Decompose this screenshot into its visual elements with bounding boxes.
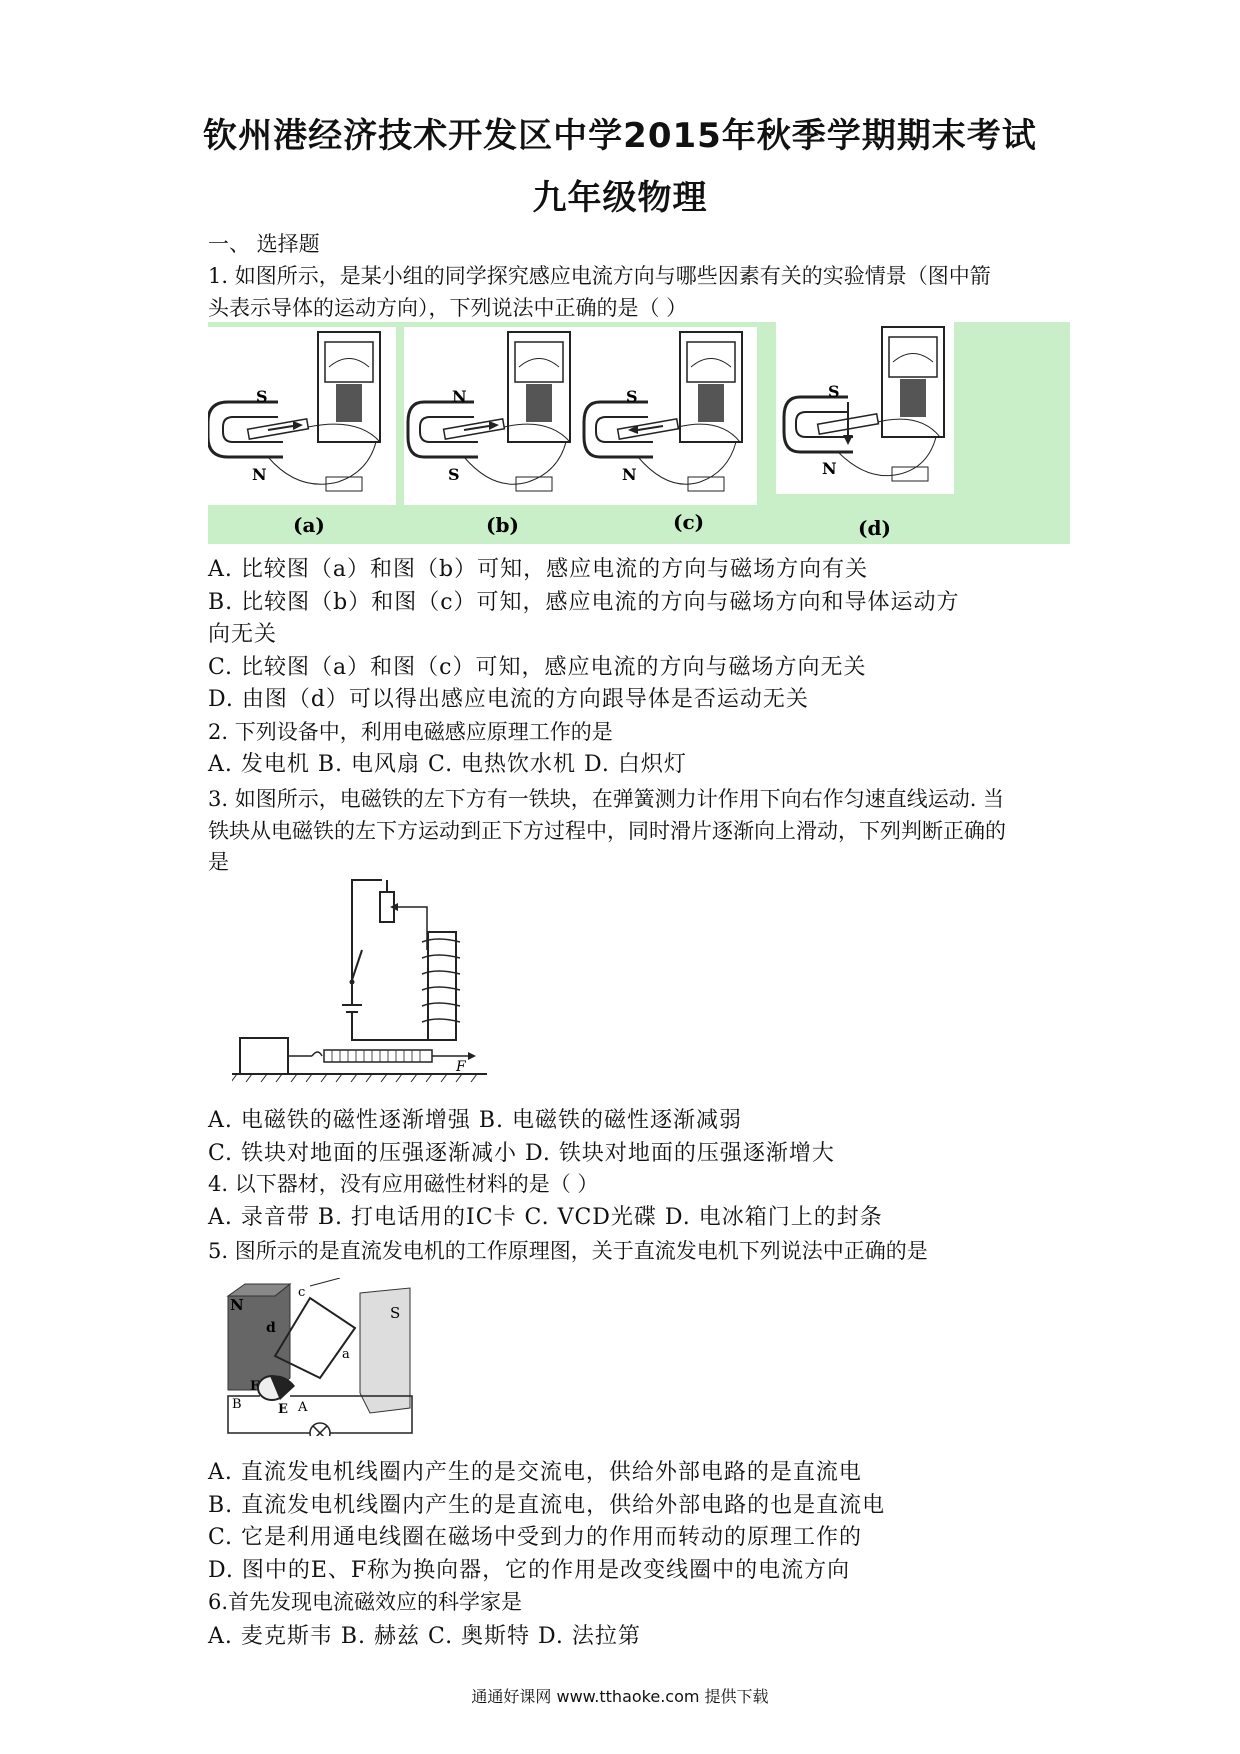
q5-letter-f: F: [250, 1379, 260, 1394]
q5-figure-svg: [220, 1278, 420, 1436]
q5-letter-b: B: [232, 1397, 242, 1412]
q5-option-b: B. 直流发电机线圈内产生的是直流电，供给外部电路的也是直流电: [208, 1493, 886, 1518]
q3-stem-line2: 铁块从电磁铁的左下方运动到正下方过程中，同时滑片逐渐向上滑动，下列判断正确的: [208, 819, 1006, 843]
q5-letter-a: a: [342, 1347, 350, 1362]
q5-stem: 5. 图所示的是直流发电机的工作原理图，关于直流发电机下列说法中正确的是: [208, 1239, 928, 1263]
q1-stem-line2: 头表示导体的运动方向），下列说法中正确的是（ ）: [208, 296, 688, 320]
caption-a: (a): [293, 513, 325, 537]
pole-c-top: S: [626, 387, 638, 406]
q5-letter-s: S: [390, 1304, 401, 1322]
q4-stem: 4. 以下器材，没有应用磁性材料的是（ ）: [208, 1172, 599, 1196]
q2-stem: 2. 下列设备中，利用电磁感应原理工作的是: [208, 720, 613, 744]
q1-option-c: C. 比较图（a）和图（c）可知，感应电流的方向与磁场方向无关: [208, 655, 867, 680]
panel-b: [404, 327, 582, 505]
q5-letter-d: d: [266, 1320, 276, 1336]
caption-b: (b): [486, 513, 519, 537]
q5-option-c: C. 它是利用通电线圈在磁场中受到力的作用而转动的原理工作的: [208, 1525, 863, 1550]
panel-c: [581, 327, 757, 505]
q5-option-d: D. 图中的E、F称为换向器，它的作用是改变线圈中的电流方向: [208, 1558, 851, 1583]
pole-c-bottom: N: [622, 465, 637, 484]
q1-option-d: D. 由图（d）可以得出感应电流的方向跟导体是否运动无关: [208, 687, 809, 712]
page-footer: 通通好课网 www.tthaoke.com 提供下载: [471, 1687, 769, 1706]
pole-d-bottom: N: [822, 459, 837, 478]
q5-figure: [220, 1278, 420, 1436]
q3-options-line2: C. 铁块对地面的压强逐渐减小 D. 铁块对地面的压强逐渐增大: [208, 1141, 835, 1166]
q1-stem-line1: 1. 如图所示，是某小组的同学探究感应电流方向与哪些因素有关的实验情景（图中箭: [208, 264, 991, 288]
pole-b-bottom: S: [448, 465, 460, 484]
q1-figure: [208, 322, 1070, 544]
panel-d: [776, 322, 954, 494]
q3-figure: [232, 870, 492, 1094]
q1-option-a: A. 比较图（a）和图（b）可知，感应电流的方向与磁场方向有关: [208, 557, 869, 582]
q5-letter-n: N: [230, 1296, 244, 1314]
panel-a: [208, 327, 396, 505]
q5-letter-a2: A: [298, 1400, 308, 1415]
exam-title: 钦州港经济技术开发区中学2015年秋季学期期末考试: [203, 116, 1037, 156]
q5-letter-c: c: [298, 1285, 306, 1300]
q5-letter-e: E: [278, 1402, 288, 1417]
pole-a-top: S: [256, 387, 268, 406]
q3-stem-line1: 3. 如图所示，电磁铁的左下方有一铁块，在弹簧测力计作用下向右作匀速直线运动. 当: [208, 787, 1005, 811]
q1-option-b-line1: B. 比较图（b）和图（c）可知，感应电流的方向与磁场方向和导体运动方: [208, 590, 960, 615]
q3-options-line1: A. 电磁铁的磁性逐渐增强 B. 电磁铁的磁性逐渐减弱: [208, 1108, 743, 1133]
q1-option-b-line2: 向无关: [208, 622, 278, 647]
q3-stem-line3: 是: [208, 850, 229, 874]
q1-figure-svg: [208, 322, 1070, 544]
q6-options: A. 麦克斯韦 B. 赫兹 C. 奥斯特 D. 法拉第: [208, 1624, 641, 1649]
caption-c: (c): [673, 510, 705, 534]
q6-stem: 6.首先发现电流磁效应的科学家是: [208, 1590, 523, 1614]
pole-d-top: S: [828, 382, 840, 401]
pole-a-bottom: N: [252, 465, 267, 484]
section-heading: 一、 选择题: [208, 232, 320, 256]
pole-b-top: N: [452, 387, 467, 406]
q4-options: A. 录音带 B. 打电话用的IC卡 C. VCD光碟 D. 电冰箱门上的封条: [208, 1205, 883, 1230]
exam-subtitle: 九年级物理: [532, 178, 708, 218]
q3-figure-svg: [232, 870, 492, 1094]
caption-d: (d): [858, 516, 891, 540]
q3-force-label: F: [456, 1059, 466, 1075]
q2-options: A. 发电机 B. 电风扇 C. 电热饮水机 D. 白炽灯: [208, 752, 687, 777]
q5-option-a: A. 直流发电机线圈内产生的是交流电，供给外部电路的是直流电: [208, 1460, 862, 1485]
